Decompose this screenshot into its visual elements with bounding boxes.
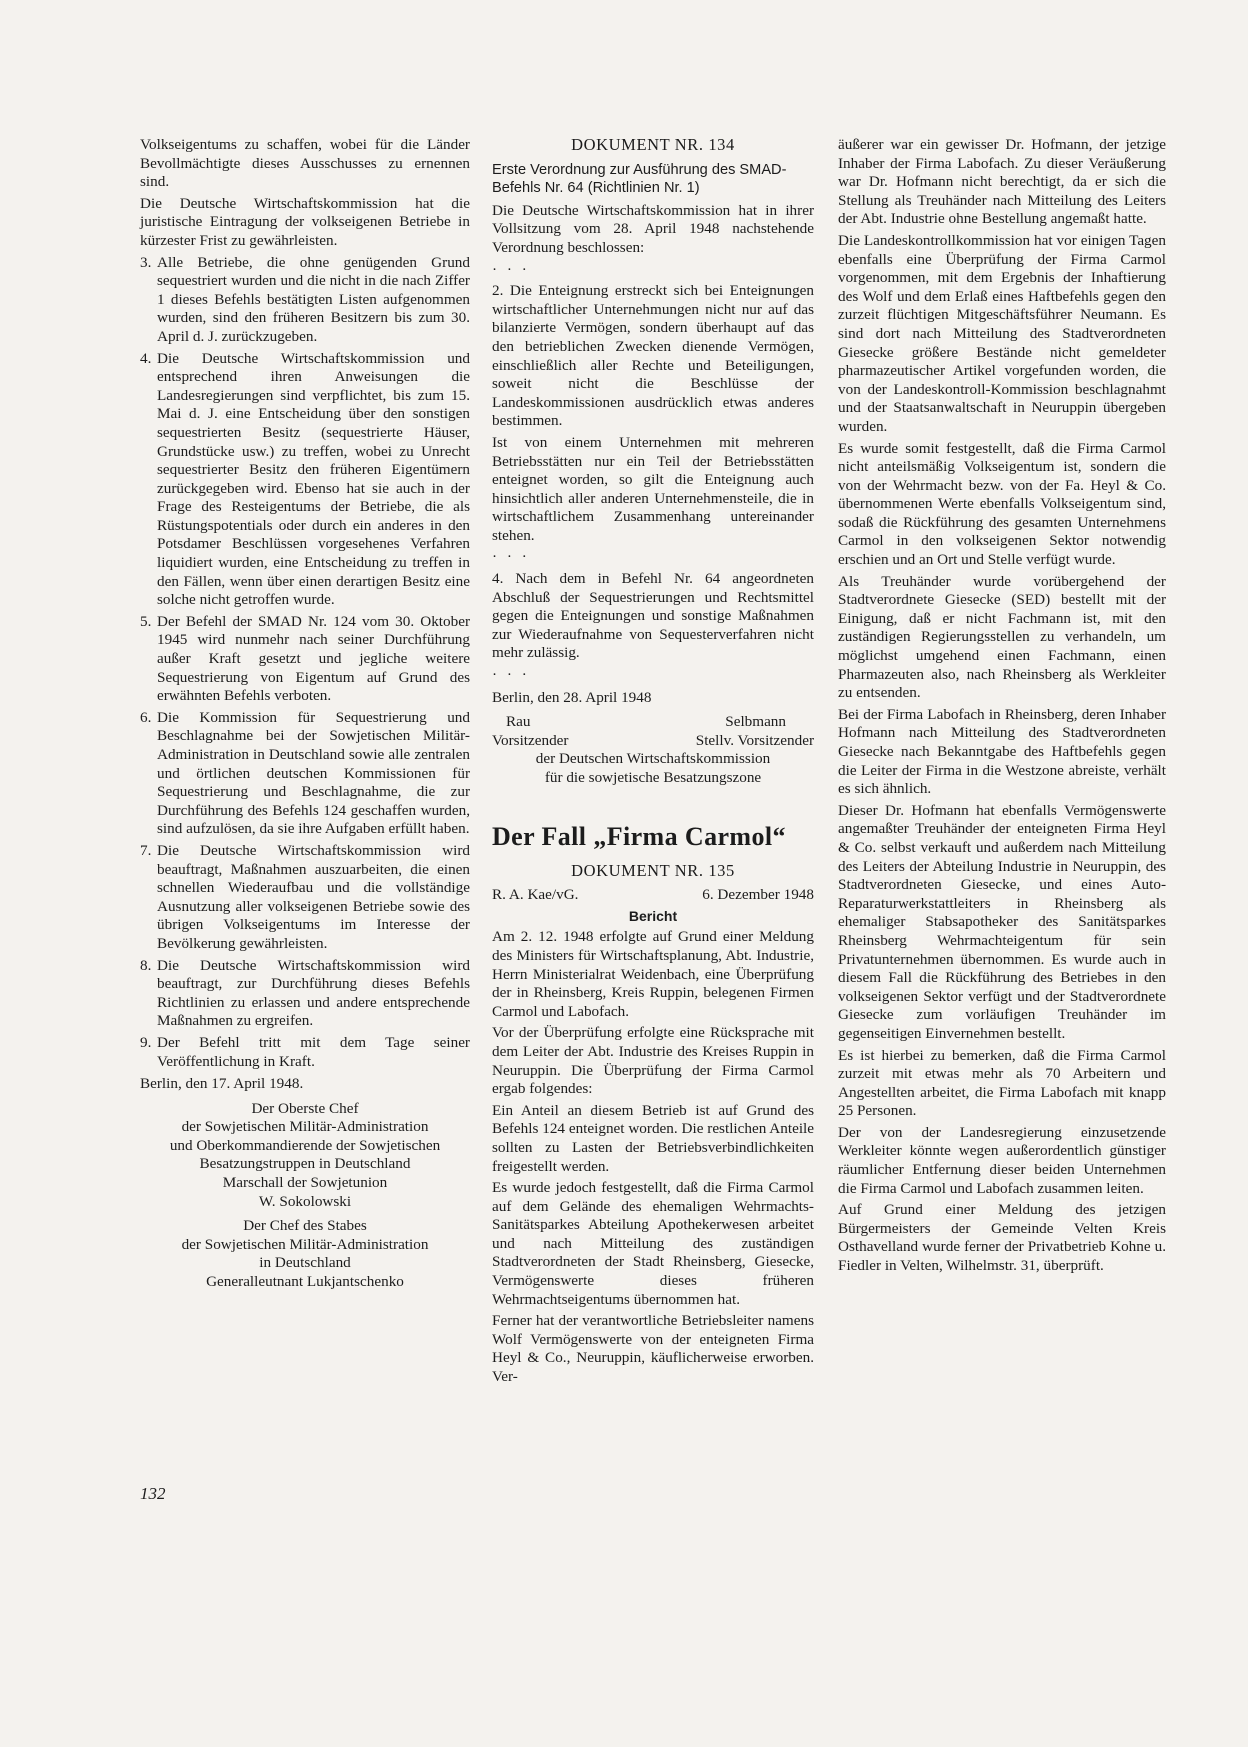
item-text: Die Kommission für Sequestrierung und Beschlagnahme bei der Sowjetischen Militär-Administration in Deutschland sowie alle zentralen und örtlichen deutschen Kommissionen für Sequestrierung und Beschlagnahme, die zur Durchführung des Befehls 124 geschaffen wurden, sind aufzulösen, da sie ihre Aufgaben erfüllt haben. xyxy=(157,708,470,838)
paragraph: Volkseigentums zu schaffen, wobei für die Länder Bevollmächtigte dieses Ausschusses zu ernennen sind. xyxy=(140,136,470,191)
place-date: Berlin, den 28. April 1948 xyxy=(492,688,652,706)
report-heading: Bericht xyxy=(628,907,678,924)
paragraph: Auf Grund einer Meldung des jetzigen Bürgermeisters der Gemeinde Velten Kreis Osthavelland wurde ferner der Privatbetrieb Kohne u. Fiedler in Velten, Wilhelmstr. 31, überprüft. xyxy=(838,1201,1166,1275)
ellipsis: · · · xyxy=(492,548,530,566)
paragraph: Es wurde somit festgestellt, daß die Firma Carmol nicht anteilsmäßig Volkseigentum ist, sondern die von der Wehrmacht bezw. von der Fa. Heyl & Co. übernommenen Werte ebenfalls Volkseigentum sind, sodaß die Rückführung des gesamten Unternehmens Carmol in den volkseigenen Sektor notwendig erschien und an Ort und Stelle verfügt wurde. xyxy=(838,439,1166,569)
ellipsis: · · · xyxy=(492,260,530,278)
signature-line: Marschall der Sowjetunion xyxy=(222,1174,388,1192)
signature-line: Generalleutnant Lukjantschenko xyxy=(206,1273,404,1291)
page-number: 132 xyxy=(140,1484,166,1503)
signature-org xyxy=(492,750,814,787)
item-number: 4. xyxy=(140,349,152,367)
paragraph: Die Deutsche Wirtschaftskommission hat in ihrer Vollsitzung vom 28. April 1948 nachstehende Verordnung beschlossen: xyxy=(492,201,814,256)
item-number: 9. xyxy=(140,1033,152,1051)
item-number: 3. xyxy=(140,253,152,271)
item-number: 6. xyxy=(140,708,152,726)
item-text: Die Deutsche Wirtschaftskommission wird beauftragt, Maßnahmen auszuarbeiten, die einen schnellen Wiederaufbau und die vollständige Ausnutzung aller volkseigenen Betriebe sowie des übrigen Volkseigentums im Interesse der Bevölkerung gewährleisten. xyxy=(157,841,470,952)
paragraph: Als Treuhänder wurde vorübergehend der Stadtverordnete Giesecke (SED) bestellt mit der Einigung, daß er nicht Fachmann ist, mit den zuständigen Regierungsstellen zu verhandeln, um möglichst umgehend einen Fachmann, einen Pharmazeuten also, nach Rheinsberg als Werkleiter zu entsenden. xyxy=(838,572,1166,702)
paragraph: Die Landeskontrollkommission hat vor einigen Tagen ebenfalls eine Überprüfung der Firma Carmol vorgenommen, mit dem Ergebnis der Inhaftierung des Wolf und dem Erlaß eines Haftbefehls gegen den zurzeit flüchtigen Mitgeschäftsführer Neumann. Es sind dort nach Mitteilung des Stadtverordneten Giesecke größere Bestände nicht gemeldeter pharmazeutischer Artikel vorgefunden worden, die von der Landeskontroll-Kommission beschlagnahmt und der Staatsanwaltschaft in Neuruppin übergeben wurden. xyxy=(838,231,1166,435)
signature-line: W. Sokolowski xyxy=(258,1192,352,1210)
paragraph: Ein Anteil an diesem Betrieb ist auf Grund des Befehls 124 enteignet worden. Die restlichen Anteile sollten zu Lasten der Betriebsverbindlichkeiten freigestellt werden. xyxy=(492,1101,814,1175)
item-number: 8. xyxy=(140,956,152,974)
signature-line: der Sowjetischen Militär-Administration xyxy=(181,1235,429,1253)
signature-roles xyxy=(492,732,814,751)
signature-block-lukjantschenko xyxy=(140,1217,470,1291)
ellipsis: · · · xyxy=(492,666,530,684)
signature-line: Der Chef des Stabes xyxy=(243,1217,367,1235)
signature-line: der Sowjetischen Militär-Administration xyxy=(181,1118,429,1136)
column-2 xyxy=(492,136,814,1390)
signature-line: und Oberkommandierende der Sowjetischen Besatzungstruppen in Deutschland xyxy=(169,1136,441,1173)
signatory-role: Vorsitzender xyxy=(492,731,569,749)
document-heading: DOKUMENT NR. 135 xyxy=(571,860,735,880)
paragraph: äußerer war ein gewisser Dr. Hofmann, der jetzige Inhaber der Firma Labofach. Zu dieser Veräußerung war Dr. Hofmann nicht berechtigt, da er sich die Stellung als Treuhänder nach Mitteilung des Leiters der Abt. Industrie ohne Bestellung angemaßt hatte. xyxy=(838,136,1166,228)
list-item xyxy=(140,842,470,954)
signature-line: für die sowjetische Besatzungszone xyxy=(544,769,762,786)
paragraph: Bei der Firma Labofach in Rheinsberg, deren Inhaber Hofmann nach Mitteilung des Stadtverordneten Giesecke nach Bekanntgabe des Haftbefehls gegen die Leiter der Firma in die Westzone abreiste, verhält es sich ähnlich. xyxy=(838,705,1166,798)
column-1 xyxy=(140,136,470,1298)
paragraph: Am 2. 12. 1948 erfolgte auf Grund einer Meldung des Ministers für Wirtschaftsplanung, Abt. Industrie, Herrn Ministerialrat Weidenbach, eine Überprüfung der in Rheinsberg, Kreis Ruppin, belegenen Firmen Carmol und Labofach. xyxy=(492,928,814,1020)
list-item xyxy=(140,957,470,1031)
document-title: Erste Verordnung zur Ausführung des SMAD-Befehls Nr. 64 (Richtlinien Nr. 1) xyxy=(492,161,787,197)
item-number: 7. xyxy=(140,841,152,859)
paragraph: Ferner hat der verantwortliche Betriebsleiter namens Wolf Vermögenswerte von der enteigneten Firma Heyl & Co., Neuruppin, käuflicherweise erworben. Ver- xyxy=(492,1312,814,1386)
reference-code: R. A. Kae/vG. xyxy=(492,886,579,904)
paragraph: Ist von einem Unternehmen mit mehreren Betriebsstätten nur ein Teil der Betriebsstätten enteignet worden, so gilt die Enteignung auch hinsichtlich aller anderen Unternehmensteile, die in wirtschaftlichem Zusammenhang untereinander stehen. xyxy=(492,433,814,544)
list-item xyxy=(140,254,470,347)
place-date: Berlin, den 17. April 1948. xyxy=(140,1075,304,1093)
item-text: Der Befehl tritt mit dem Tage seiner Veröffentlichung in Kraft. xyxy=(157,1033,470,1070)
paragraph: Dieser Dr. Hofmann hat ebenfalls Vermögenswerte angemaßter Treuhänder der enteigneten Firma Heyl & Co. selbst verkauft und außerdem nach Mitteilung des Leiters der Abteilung Industrie in Neuruppin, des Stadtverordneten Giesecke, und eines Auto-Reparaturwerkstattleiters in Rheinsberg als ehemaliger Stabsapotheker des Sanitätsparkes Rheinsberg Wehrmachteigentum für sein Privatunternehmen übernommen. Es wurde auch in diesem Fall die Rückführung des Betriebes in den volkseigenen Sektor verfügt und der Stadtverordnete Giesecke zum vorläufigen Treuhänder im gegenseitigen Einvernehmen bestellt. xyxy=(838,801,1166,1042)
item-text: Alle Betriebe, die ohne genügenden Grund sequestriert wurden und die nicht in die nach Ziffer 1 dieses Befehls bestätigten Listen aufgenommen wurden, sind den früheren Besitzern bis zum 30. April d. J. zurückzugeben. xyxy=(157,253,470,345)
column-3 xyxy=(838,136,1166,1279)
document-date: 6. Dezember 1948 xyxy=(702,886,814,904)
item-text: Die Deutsche Wirtschaftskommission und entsprechend ihren Anweisungen die Landesregierungen sind verpflichtet, bis zum 15. Mai d. J. eine Entscheidung über den sonstigen sequestrierten Besitz (sequestrierte Häuser, Grundstücke usw.) zu treffen, wobei zu Unrecht sequestrierter Besitz den früheren Eigentümern zurückgegeben wird. Ebenso hat sie auch in der Frage des Resteigentums der Betriebe, die als Rüstungspotentials oder durch ein anderes in den Potsdamer Beschlüssen vorgesehenes Verfahren liquidiert wurden, eine Entscheidung zu treffen in den Fällen, wenn über einen derartigen Besitz eine solche nicht getroffen wurde. xyxy=(157,349,470,609)
signatory-role: Stellv. Vorsitzender xyxy=(695,731,814,749)
paragraph: 2. Die Enteignung erstreckt sich bei Enteignungen wirtschaftlicher Unternehmungen nicht nur auf das bilanzierte Vermögen, sondern überhaupt auf das den betrieblichen Zwecken dienende Vermögen, einschließlich aller Rechte und Beteiligungen, soweit nicht die Beschlüsse der Landeskommissionen ausdrücklich etwas anderes bestimmen. xyxy=(492,282,814,430)
signatory-name: Rau xyxy=(506,713,531,731)
item-number: 5. xyxy=(140,612,152,630)
list-item xyxy=(140,350,470,610)
paragraph: Es ist hierbei zu bemerken, daß die Firma Carmol zurzeit mit etwas mehr als 70 Arbeitern und Angestellten arbeitet, die Firma Labofach mit knapp 25 Personen. xyxy=(838,1046,1166,1120)
list-item xyxy=(140,613,470,706)
signature-line: in Deutschland xyxy=(259,1254,351,1272)
signature-line: der Deutschen Wirtschaftskommission xyxy=(535,750,771,768)
list-item xyxy=(140,1034,470,1071)
signature-line: Der Oberste Chef xyxy=(251,1099,359,1117)
reference-row xyxy=(492,886,814,905)
list-item xyxy=(140,709,470,839)
signature-block-sokolowski xyxy=(140,1100,470,1212)
paragraph: Der von der Landesregierung einzusetzende Werkleiter könnte wegen außerordentlich günstiger räumlicher Entfernung dieser beiden Unternehmen die Firma Carmol und Labofach zusammen leiten. xyxy=(838,1123,1166,1197)
item-text: Der Befehl der SMAD Nr. 124 vom 30. Oktober 1945 wird nunmehr nach seiner Durchführung außer Kraft gesetzt und jegliche weitere Sequestrierung von Eigentum auf Grund des erwähnten Befehls verboten. xyxy=(157,612,470,705)
paragraph: Vor der Überprüfung erfolgte eine Rücksprache mit dem Leiter der Abt. Industrie des Kreises Ruppin in Neuruppin. Die Überprüfung der Firma Carmol ergab folgendes: xyxy=(492,1024,814,1098)
paragraph: 4. Nach dem in Befehl Nr. 64 angeordneten Abschluß der Sequestrierungen und Rechtsmittel gegen die Enteignungen und sonstige Maßnahmen zur Wiederaufnahme von Sequesterverfahren nicht mehr zulässig. xyxy=(492,570,814,662)
paragraph: Es wurde jedoch festgestellt, daß die Firma Carmol auf dem Gelände des ehemaligen Wehrmachts-Sanitätsparkes Abteilung Apothekerwesen arbeitet und nach Mitteilung des zuständigen Stadtverordneten der Stadt Rheinsberg, Giesecke, Vermögenswerte dieses früheren Wehrmachtseigentums übernommen hat. xyxy=(492,1179,814,1308)
item-text: Die Deutsche Wirtschaftskommission wird beauftragt, zur Durchführung dieses Befehls Richtlinien zu erlassen und andere entsprechende Maßnahmen zu ergreifen. xyxy=(157,956,470,1030)
section-title: Der Fall „Firma Carmol“ xyxy=(492,821,786,851)
signature-names xyxy=(492,713,814,732)
document-heading: DOKUMENT NR. 134 xyxy=(571,135,735,154)
signatory-name: Selbmann xyxy=(725,713,786,731)
paragraph: Die Deutsche Wirtschaftskommission hat die juristische Eintragung der volkseigenen Betriebe in kürzester Frist zu gewährleisten. xyxy=(140,194,470,249)
